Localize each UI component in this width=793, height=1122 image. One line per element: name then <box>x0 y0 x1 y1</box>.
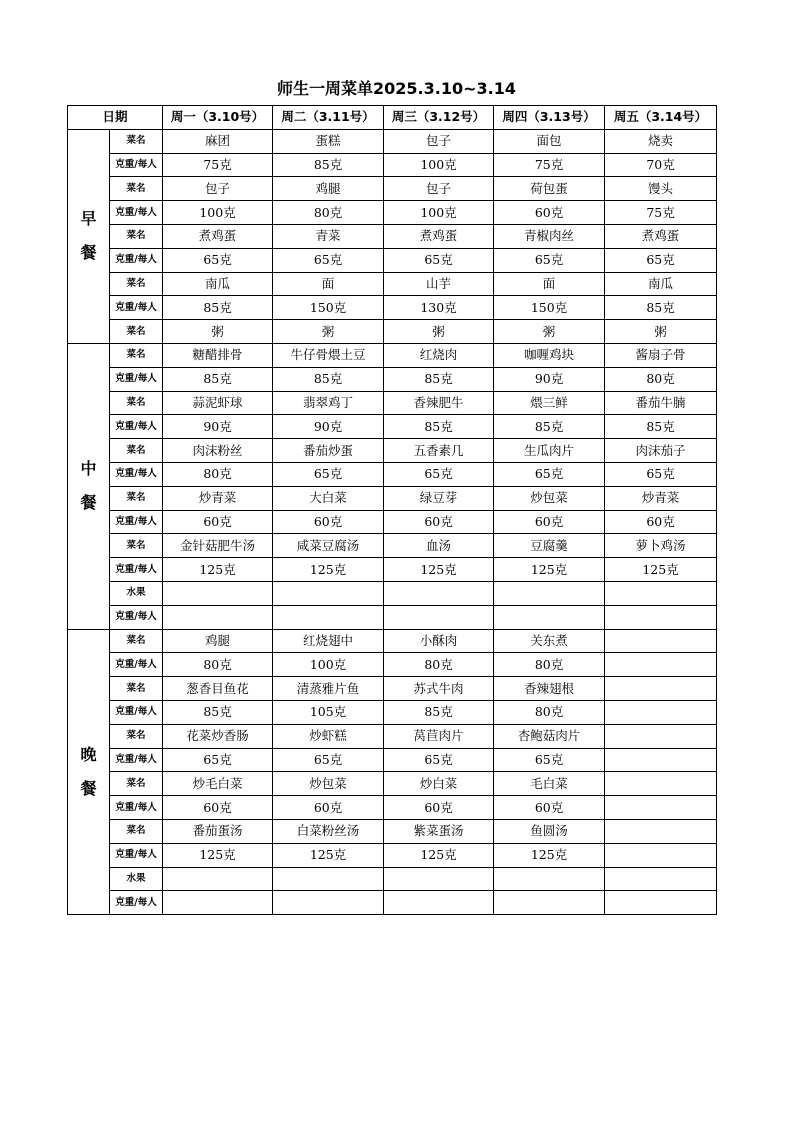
dinner-row <box>68 700 717 724</box>
weight-cell: 105克 <box>273 700 384 724</box>
lunch-row <box>68 581 717 605</box>
weight-cell <box>494 605 605 629</box>
dish-cell <box>384 867 494 891</box>
dish-cell: 萝卜鸡汤 <box>605 534 717 558</box>
dish-cell: 鸡腿 <box>163 629 273 653</box>
dish-cell: 荷包蛋 <box>494 177 605 201</box>
dish-cell <box>273 581 384 605</box>
lunch-row <box>68 605 717 629</box>
dish-cell: 煮鸡蛋 <box>163 224 273 248</box>
weight-label: 克重/每人 <box>110 248 163 272</box>
dish-cell: 咖喱鸡块 <box>494 343 605 367</box>
meal-label-char: 早 <box>80 209 97 229</box>
dish-name-label: 菜名 <box>110 129 163 153</box>
lunch-row <box>68 462 717 486</box>
dish-cell <box>605 677 717 701</box>
meal-label-char: 餐 <box>80 243 97 263</box>
dish-cell <box>163 581 273 605</box>
weight-label: 克重/每人 <box>110 153 163 177</box>
weight-label: 克重/每人 <box>110 748 163 772</box>
dish-cell: 莴苣肉片 <box>384 724 494 748</box>
dish-cell: 番茄炒蛋 <box>273 439 384 463</box>
dish-cell: 肉沫粉丝 <box>163 439 273 463</box>
weight-cell: 125克 <box>163 558 273 582</box>
dish-cell: 包子 <box>384 177 494 201</box>
dinner-row <box>68 891 717 915</box>
dish-name-label: 菜名 <box>110 177 163 201</box>
dish-cell: 香辣肥牛 <box>384 391 494 415</box>
weight-cell: 125克 <box>163 843 273 867</box>
weight-label: 克重/每人 <box>110 796 163 820</box>
dish-cell <box>605 772 717 796</box>
dish-cell: 鱼圆汤 <box>494 819 605 843</box>
dish-cell: 粥 <box>384 320 494 344</box>
dinner-row <box>68 867 717 891</box>
weekly-menu-table <box>67 105 717 915</box>
lunch-row <box>68 343 717 367</box>
weight-cell <box>273 891 384 915</box>
weight-cell: 125克 <box>273 558 384 582</box>
dish-name-label: 菜名 <box>110 486 163 510</box>
day-header-wed: 周三（3.12号） <box>384 106 494 130</box>
dish-name-label: 菜名 <box>110 224 163 248</box>
dish-cell: 鸡腿 <box>273 177 384 201</box>
dinner-row <box>68 819 717 843</box>
dish-cell <box>494 581 605 605</box>
dish-cell: 生瓜肉片 <box>494 439 605 463</box>
breakfast-row <box>68 201 717 225</box>
dish-cell: 翡翠鸡丁 <box>273 391 384 415</box>
weight-label: 克重/每人 <box>110 700 163 724</box>
weight-label: 克重/每人 <box>110 891 163 915</box>
dish-cell: 麻团 <box>163 129 273 153</box>
weight-cell: 65克 <box>163 248 273 272</box>
breakfast-label <box>68 129 110 343</box>
meal-label-char: 餐 <box>80 493 97 513</box>
weight-cell: 125克 <box>494 843 605 867</box>
weight-cell: 125克 <box>273 843 384 867</box>
dish-cell <box>494 867 605 891</box>
dish-cell: 煮鸡蛋 <box>605 224 717 248</box>
dish-cell: 蒜泥虾球 <box>163 391 273 415</box>
weight-cell: 65克 <box>605 248 717 272</box>
weight-cell <box>605 891 717 915</box>
dish-name-label: 菜名 <box>110 272 163 296</box>
dinner-row <box>68 724 717 748</box>
weight-cell <box>605 653 717 677</box>
dish-name-label: 菜名 <box>110 819 163 843</box>
dish-cell: 青椒肉丝 <box>494 224 605 248</box>
weight-label: 克重/每人 <box>110 558 163 582</box>
weight-cell <box>605 605 717 629</box>
dish-cell: 南瓜 <box>163 272 273 296</box>
dinner-row <box>68 772 717 796</box>
weight-label: 克重/每人 <box>110 605 163 629</box>
weight-label: 克重/每人 <box>110 843 163 867</box>
dish-cell <box>384 581 494 605</box>
dish-cell <box>605 724 717 748</box>
weight-cell: 60克 <box>273 510 384 534</box>
dish-cell: 肉沫茄子 <box>605 439 717 463</box>
dish-cell: 煮鸡蛋 <box>384 224 494 248</box>
weight-cell: 75克 <box>494 153 605 177</box>
lunch-row <box>68 534 717 558</box>
dinner-row <box>68 843 717 867</box>
dish-cell: 糖醋排骨 <box>163 343 273 367</box>
dish-cell: 粥 <box>273 320 384 344</box>
weight-cell: 65克 <box>605 462 717 486</box>
dish-cell: 杏鲍菇肉片 <box>494 724 605 748</box>
weight-cell: 80克 <box>605 367 717 391</box>
weight-cell: 65克 <box>494 248 605 272</box>
weight-label: 克重/每人 <box>110 653 163 677</box>
weight-label: 克重/每人 <box>110 296 163 320</box>
dish-cell: 粥 <box>605 320 717 344</box>
breakfast-row <box>68 153 717 177</box>
weight-cell: 125克 <box>494 558 605 582</box>
dish-cell: 包子 <box>384 129 494 153</box>
dinner-row <box>68 796 717 820</box>
dish-cell: 包子 <box>163 177 273 201</box>
lunch-row <box>68 391 717 415</box>
weight-cell <box>605 843 717 867</box>
dish-cell: 金针菇肥牛汤 <box>163 534 273 558</box>
dish-cell <box>605 629 717 653</box>
day-header-thu: 周四（3.13号） <box>494 106 605 130</box>
weight-cell: 65克 <box>384 248 494 272</box>
weight-cell: 90克 <box>494 367 605 391</box>
meal-label-char: 晚 <box>80 744 97 764</box>
header-row <box>68 106 717 130</box>
weight-cell: 85克 <box>273 153 384 177</box>
weight-cell: 125克 <box>605 558 717 582</box>
weight-cell: 85克 <box>384 367 494 391</box>
weight-cell <box>384 605 494 629</box>
weight-cell: 60克 <box>163 510 273 534</box>
dish-name-label: 菜名 <box>110 629 163 653</box>
dish-name-label: 菜名 <box>110 391 163 415</box>
dish-cell <box>273 867 384 891</box>
dish-cell: 番茄蛋汤 <box>163 819 273 843</box>
weight-cell <box>163 605 273 629</box>
breakfast-row <box>68 224 717 248</box>
dish-cell: 小酥肉 <box>384 629 494 653</box>
weight-cell: 80克 <box>163 462 273 486</box>
dish-cell: 粥 <box>163 320 273 344</box>
weight-cell <box>273 605 384 629</box>
weight-cell: 80克 <box>273 201 384 225</box>
weight-cell <box>384 891 494 915</box>
weight-cell <box>605 700 717 724</box>
dish-cell: 面包 <box>494 129 605 153</box>
weight-cell <box>163 891 273 915</box>
dish-cell: 清蒸雅片鱼 <box>273 677 384 701</box>
meal-label-char: 中 <box>80 459 97 479</box>
dinner-row <box>68 677 717 701</box>
weight-cell: 65克 <box>494 462 605 486</box>
weight-cell: 70克 <box>605 153 717 177</box>
dish-cell: 炒青菜 <box>163 486 273 510</box>
weight-cell: 90克 <box>163 415 273 439</box>
lunch-row <box>68 415 717 439</box>
weight-cell: 65克 <box>273 748 384 772</box>
weight-cell: 85克 <box>273 367 384 391</box>
weight-cell: 85克 <box>384 700 494 724</box>
dish-cell: 炒毛白菜 <box>163 772 273 796</box>
dinner-row <box>68 653 717 677</box>
dish-cell <box>605 581 717 605</box>
weight-label: 克重/每人 <box>110 415 163 439</box>
dish-name-label: 菜名 <box>110 724 163 748</box>
weight-cell: 60克 <box>384 510 494 534</box>
weight-cell: 60克 <box>273 796 384 820</box>
weight-cell: 85克 <box>384 415 494 439</box>
dinner-row <box>68 748 717 772</box>
weight-cell: 60克 <box>494 201 605 225</box>
weight-cell: 85克 <box>605 296 717 320</box>
dish-cell: 血汤 <box>384 534 494 558</box>
dish-cell: 煨三鲜 <box>494 391 605 415</box>
lunch-row <box>68 510 717 534</box>
dish-cell: 山芋 <box>384 272 494 296</box>
weight-label: 克重/每人 <box>110 201 163 225</box>
weight-cell: 60克 <box>605 510 717 534</box>
dish-cell: 绿豆芽 <box>384 486 494 510</box>
dinner-label <box>68 629 110 915</box>
weight-label: 克重/每人 <box>110 462 163 486</box>
dish-cell: 香辣翅根 <box>494 677 605 701</box>
lunch-row <box>68 558 717 582</box>
dish-cell: 炒白菜 <box>384 772 494 796</box>
weight-cell: 75克 <box>163 153 273 177</box>
dish-cell: 咸菜豆腐汤 <box>273 534 384 558</box>
weight-cell: 65克 <box>384 748 494 772</box>
dish-cell <box>605 819 717 843</box>
date-header: 日期 <box>68 106 163 130</box>
dish-cell: 花菜炒香肠 <box>163 724 273 748</box>
dish-cell <box>163 867 273 891</box>
weight-cell <box>605 748 717 772</box>
dish-cell: 蛋糕 <box>273 129 384 153</box>
dish-cell: 白菜粉丝汤 <box>273 819 384 843</box>
weight-cell: 100克 <box>163 201 273 225</box>
weight-cell: 150克 <box>273 296 384 320</box>
day-header-fri: 周五（3.14号） <box>605 106 717 130</box>
weight-cell: 100克 <box>384 153 494 177</box>
dish-cell: 牛仔骨煨土豆 <box>273 343 384 367</box>
weight-cell <box>605 796 717 820</box>
dish-cell: 番茄牛腩 <box>605 391 717 415</box>
weight-cell: 65克 <box>494 748 605 772</box>
dish-cell: 红烧翅中 <box>273 629 384 653</box>
weight-cell: 85克 <box>494 415 605 439</box>
dish-cell: 青菜 <box>273 224 384 248</box>
lunch-row <box>68 439 717 463</box>
day-header-mon: 周一（3.10号） <box>163 106 273 130</box>
dish-cell: 大白菜 <box>273 486 384 510</box>
weight-label: 克重/每人 <box>110 510 163 534</box>
breakfast-row <box>68 272 717 296</box>
dish-cell: 紫菜蛋汤 <box>384 819 494 843</box>
dish-cell <box>605 867 717 891</box>
weight-cell: 85克 <box>163 367 273 391</box>
dish-cell: 南瓜 <box>605 272 717 296</box>
dish-cell: 炒包菜 <box>273 772 384 796</box>
dish-name-label: 菜名 <box>110 320 163 344</box>
weight-cell: 85克 <box>163 296 273 320</box>
weight-cell: 65克 <box>163 748 273 772</box>
weight-cell: 80克 <box>494 653 605 677</box>
dish-cell: 面 <box>494 272 605 296</box>
weight-cell: 65克 <box>273 462 384 486</box>
dish-cell: 苏式牛肉 <box>384 677 494 701</box>
lunch-row <box>68 367 717 391</box>
dinner-row <box>68 629 717 653</box>
lunch-row <box>68 486 717 510</box>
weight-cell: 125克 <box>384 843 494 867</box>
dish-cell: 粥 <box>494 320 605 344</box>
weight-cell: 100克 <box>273 653 384 677</box>
weight-cell: 75克 <box>605 201 717 225</box>
weight-label: 克重/每人 <box>110 367 163 391</box>
fruit-label: 水果 <box>110 581 163 605</box>
dish-cell: 毛白菜 <box>494 772 605 796</box>
dish-cell: 面 <box>273 272 384 296</box>
weight-cell: 90克 <box>273 415 384 439</box>
dish-name-label: 菜名 <box>110 439 163 463</box>
menu-table-body <box>68 106 717 915</box>
dish-cell: 豆腐羹 <box>494 534 605 558</box>
weight-cell: 130克 <box>384 296 494 320</box>
weight-cell <box>494 891 605 915</box>
dish-name-label: 菜名 <box>110 677 163 701</box>
dish-cell: 五香素几 <box>384 439 494 463</box>
weight-cell: 85克 <box>163 700 273 724</box>
dish-cell: 酱扇子骨 <box>605 343 717 367</box>
breakfast-row <box>68 296 717 320</box>
weight-cell: 125克 <box>384 558 494 582</box>
breakfast-row <box>68 177 717 201</box>
meal-label-char: 餐 <box>80 778 97 798</box>
dish-cell: 炒包菜 <box>494 486 605 510</box>
page-title: 师生一周菜单2025.3.10~3.14 <box>277 79 516 98</box>
dish-cell: 炒虾糕 <box>273 724 384 748</box>
weight-cell: 85克 <box>605 415 717 439</box>
dish-cell: 红烧肉 <box>384 343 494 367</box>
breakfast-row <box>68 320 717 344</box>
dish-cell: 炒青菜 <box>605 486 717 510</box>
weight-cell: 80克 <box>163 653 273 677</box>
dish-cell: 关东煮 <box>494 629 605 653</box>
dish-cell: 葱香目鱼花 <box>163 677 273 701</box>
weight-cell: 65克 <box>384 462 494 486</box>
weight-cell: 60克 <box>494 796 605 820</box>
weight-cell: 60克 <box>384 796 494 820</box>
dish-cell: 馒头 <box>605 177 717 201</box>
weight-cell: 80克 <box>494 700 605 724</box>
weight-cell: 60克 <box>163 796 273 820</box>
fruit-label: 水果 <box>110 867 163 891</box>
weight-cell: 65克 <box>273 248 384 272</box>
breakfast-row <box>68 129 717 153</box>
dish-name-label: 菜名 <box>110 772 163 796</box>
dish-name-label: 菜名 <box>110 343 163 367</box>
weight-cell: 80克 <box>384 653 494 677</box>
lunch-label <box>68 343 110 629</box>
weight-cell: 60克 <box>494 510 605 534</box>
weight-cell: 150克 <box>494 296 605 320</box>
breakfast-row <box>68 248 717 272</box>
dish-cell: 烧卖 <box>605 129 717 153</box>
dish-name-label: 菜名 <box>110 534 163 558</box>
weight-cell: 100克 <box>384 201 494 225</box>
day-header-tue: 周二（3.11号） <box>273 106 384 130</box>
